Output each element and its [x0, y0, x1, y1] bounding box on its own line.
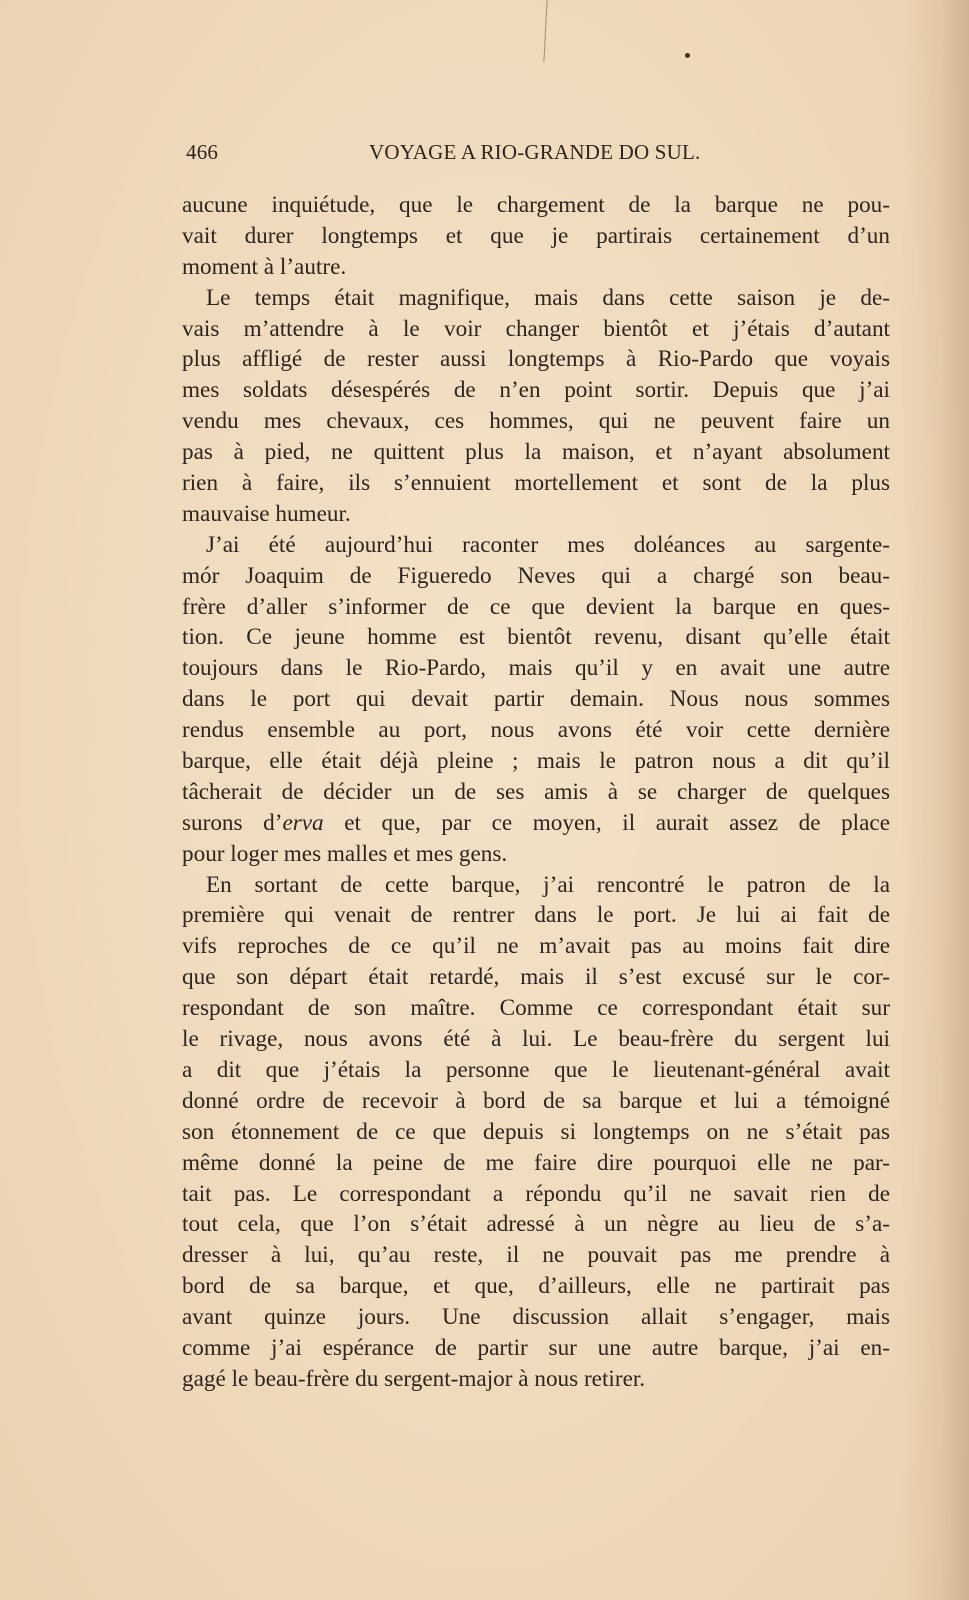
text-line: frère d’aller s’informer de ce que devient la barque en ques- [182, 593, 890, 620]
text-line: tion. Ce jeune homme est bientôt revenu, disant qu’elle était [182, 624, 890, 651]
text-run: surons d’ [182, 809, 283, 836]
text-line: son étonnement de ce que depuis si longtemps on ne s’était pas [182, 1118, 890, 1145]
text-line-with-italic [182, 808, 890, 839]
text-line: vait durer longtemps et que je partirais certainement d’un [182, 222, 890, 249]
text-line: barque, elle était déjà pleine ; mais le patron nous a dit qu’il [182, 748, 890, 775]
text-line: plus affligé de rester aussi longtemps à Rio-Pardo que voyais [182, 346, 890, 373]
text-line: rendus ensemble au port, nous avons été voir cette dernière [182, 717, 890, 744]
text-line: En sortant de cette barque, j’ai rencontré le patron de la [206, 871, 890, 898]
text-line: mauvaise humeur. [182, 500, 351, 527]
paragraph [182, 283, 890, 530]
body-text [182, 190, 890, 1395]
ink-speck [685, 53, 690, 58]
text-line: toujours dans le Rio-Pardo, mais qu’il y en avait une autre [182, 655, 890, 682]
text-line: mór Joaquim de Figueredo Neves qui a chargé son beau- [182, 562, 890, 589]
text-line: vifs reproches de ce qu’il ne m’avait pas au moins fait dire [182, 933, 890, 960]
text-line: a dit que j’étais la personne que le lieutenant-général avait [182, 1056, 890, 1083]
page-number: 466 [186, 140, 219, 164]
text-line: pas à pied, ne quittent plus la maison, et n’ayant absolument [182, 439, 890, 466]
italic-word: erva [282, 809, 324, 836]
text-line: vendu mes chevaux, ces hommes, qui ne peuvent faire un [182, 408, 890, 435]
text-line: première qui venait de rentrer dans le port. Je lui ai fait de [182, 902, 890, 929]
text-line: tait pas. Le correspondant a répondu qu’il ne savait rien de [182, 1180, 890, 1207]
text-line: pour loger mes malles et mes gens. [182, 840, 508, 867]
stray-hair-mark [543, 0, 549, 62]
text-line: J’ai été aujourd’hui raconter mes doléances au sargente- [206, 531, 890, 558]
paragraph [182, 870, 890, 1395]
paragraph [182, 530, 890, 870]
text-line: gagé le beau-frère du sergent-major à nous retirer. [182, 1365, 646, 1392]
text-line: dresser à lui, qu’au reste, il ne pouvait pas me prendre à [182, 1242, 890, 1269]
running-title: VOYAGE A RIO-GRANDE DO SUL. [369, 140, 701, 164]
page-header [186, 140, 888, 170]
text-line: avant quinze jours. Une discussion allait s’engager, mais [182, 1304, 890, 1331]
text-line: tâcherait de décider un de ses amis à se charger de quelques [182, 778, 890, 805]
text-line: moment à l’autre. [182, 253, 347, 280]
text-line: rien à faire, ils s’ennuient mortellement et sont de la plus [182, 470, 890, 497]
text-line: comme j’ai espérance de partir sur une autre barque, j’ai en- [182, 1334, 890, 1361]
text-line: donné ordre de recevoir à bord de sa barque et lui a témoigné [182, 1087, 890, 1114]
text-line: respondant de son maître. Comme ce correspondant était sur [182, 995, 890, 1022]
text-line: Le temps était magnifique, mais dans cette saison je de- [206, 284, 890, 311]
text-line: dans le port qui devait partir demain. Nous nous sommes [182, 686, 890, 713]
text-line: que son départ était retardé, mais il s’est excusé sur le cor- [182, 964, 890, 991]
paragraph [182, 190, 890, 283]
text-line: vais m’attendre à le voir changer bientôt et j’étais d’autant [182, 315, 890, 342]
text-line: aucune inquiétude, que le chargement de la barque ne pou- [182, 192, 890, 218]
text-line: tout cela, que l’on s’était adressé à un nègre au lieu de s’a- [182, 1211, 890, 1238]
text-line: mes soldats désespérés de n’en point sortir. Depuis que j’ai [182, 377, 890, 404]
text-run: et que, par ce moyen, il aurait assez de place [323, 809, 890, 836]
text-line: le rivage, nous avons été à lui. Le beau-frère du sergent lui [182, 1026, 890, 1053]
text-line: même donné la peine de me faire dire pourquoi elle ne par- [182, 1149, 890, 1176]
text-line: bord de sa barque, et que, d’ailleurs, elle ne partirait pas [182, 1273, 890, 1300]
